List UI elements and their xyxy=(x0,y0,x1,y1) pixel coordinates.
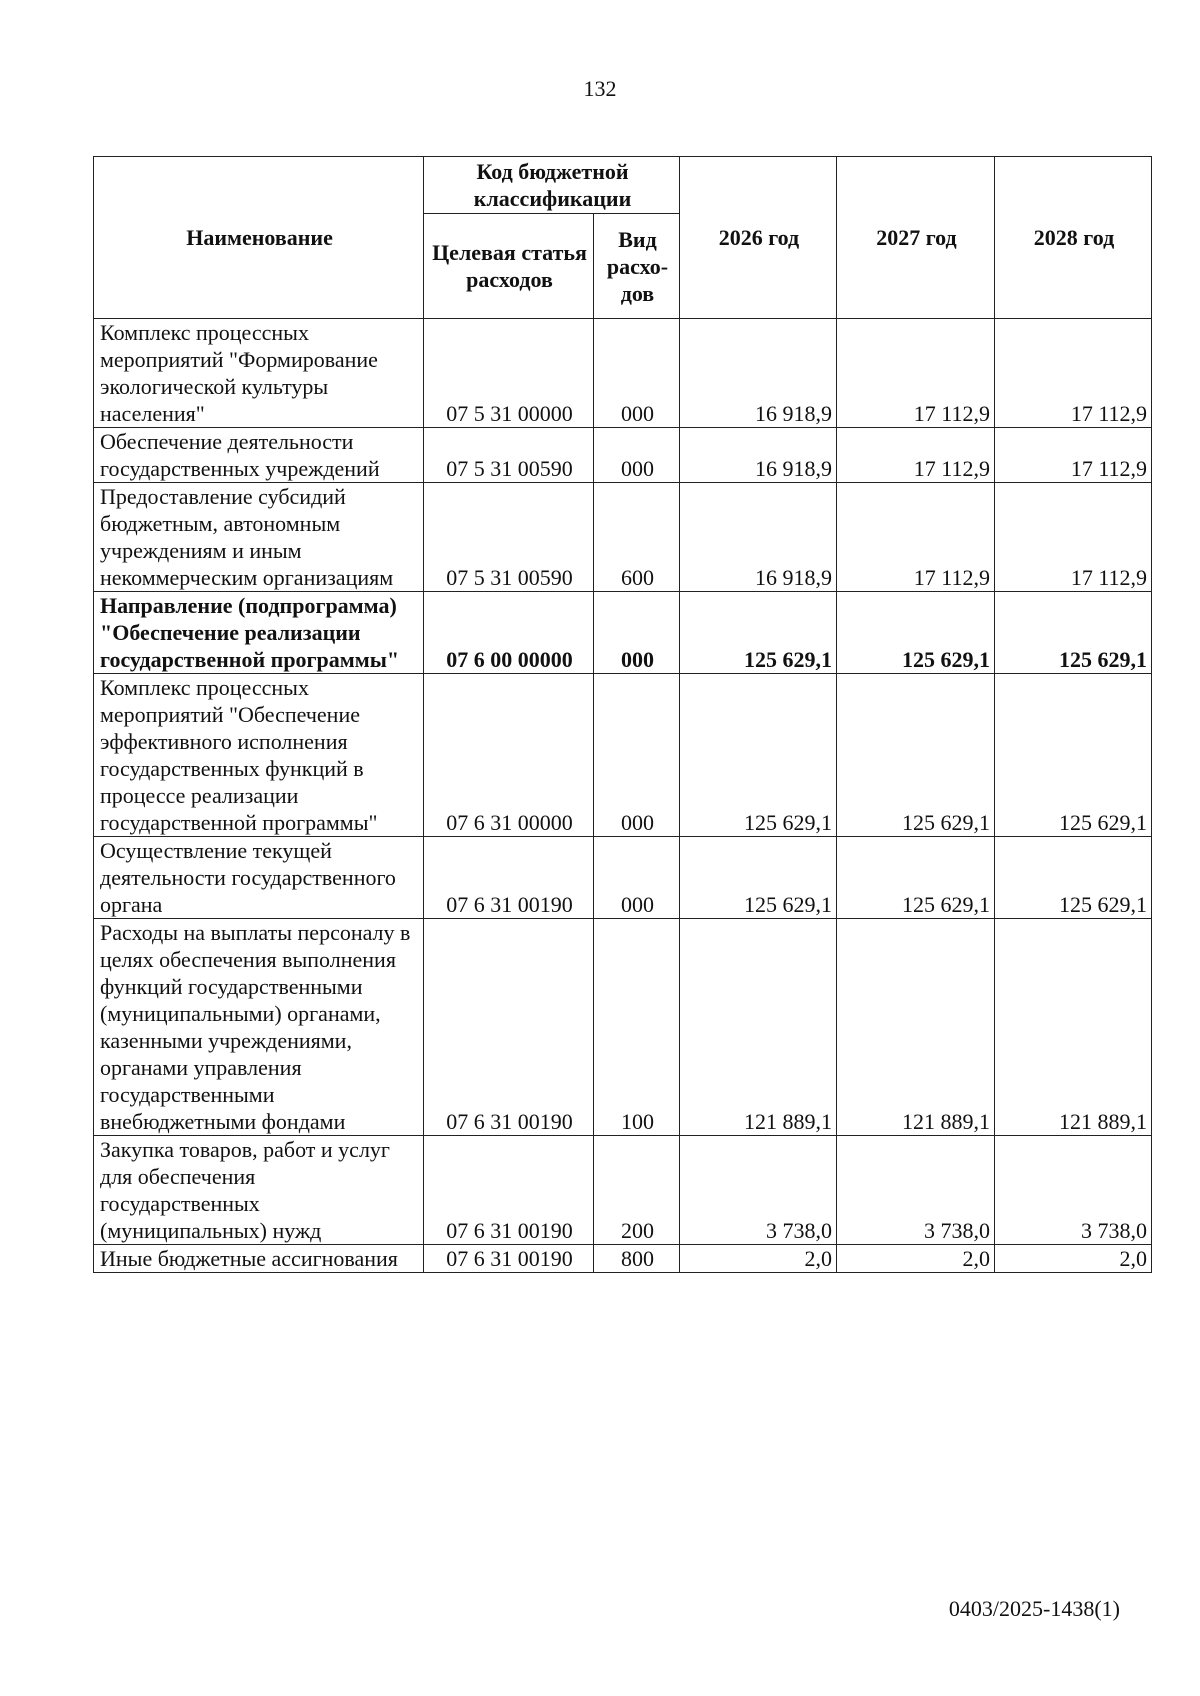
row-code: 07 5 31 00000 xyxy=(424,319,594,428)
row-code: 07 6 31 00190 xyxy=(424,919,594,1136)
row-2028: 121 889,1 xyxy=(994,919,1151,1136)
row-name: Иные бюджетные ассигнования xyxy=(94,1245,424,1273)
row-2026: 3 738,0 xyxy=(679,1136,836,1245)
table-row xyxy=(94,592,1152,674)
row-2026: 125 629,1 xyxy=(679,592,836,674)
row-2026: 121 889,1 xyxy=(679,919,836,1136)
table-row xyxy=(94,837,1152,919)
row-code: 07 6 31 00000 xyxy=(424,674,594,837)
row-2028: 17 112,9 xyxy=(994,483,1151,592)
row-name: Предоставление субсидий бюджетным, автономным учреждениям и иным некоммерческим организациям xyxy=(94,483,424,592)
table-row xyxy=(94,483,1152,592)
header-year-2026: 2026 год xyxy=(679,157,836,319)
row-2028: 17 112,9 xyxy=(994,428,1151,483)
row-kind: 600 xyxy=(593,483,679,592)
row-2026: 2,0 xyxy=(679,1245,836,1273)
table-row xyxy=(94,1136,1152,1245)
row-2027: 125 629,1 xyxy=(836,837,994,919)
row-2027: 121 889,1 xyxy=(836,919,994,1136)
row-2028: 2,0 xyxy=(994,1245,1151,1273)
row-2026: 125 629,1 xyxy=(679,674,836,837)
row-2028: 17 112,9 xyxy=(994,319,1151,428)
row-2028: 125 629,1 xyxy=(994,674,1151,837)
row-2027: 17 112,9 xyxy=(836,319,994,428)
row-kind: 000 xyxy=(593,837,679,919)
header-expense-kind: Вид расхо-дов xyxy=(593,214,679,319)
header-code-group: Код бюджетной классификации xyxy=(424,157,680,214)
row-2026: 16 918,9 xyxy=(679,319,836,428)
row-code: 07 6 31 00190 xyxy=(424,1136,594,1245)
table-row xyxy=(94,319,1152,428)
row-2026: 16 918,9 xyxy=(679,483,836,592)
row-kind: 000 xyxy=(593,319,679,428)
row-kind: 000 xyxy=(593,674,679,837)
header-target-article: Целевая статья расходов xyxy=(424,214,594,319)
row-name: Осуществление текущей деятельности государственного органа xyxy=(94,837,424,919)
row-2027: 3 738,0 xyxy=(836,1136,994,1245)
row-name: Обеспечение деятельности государственных учреждений xyxy=(94,428,424,483)
row-kind: 000 xyxy=(593,592,679,674)
row-2028: 125 629,1 xyxy=(994,837,1151,919)
row-kind: 200 xyxy=(593,1136,679,1245)
document-number: 0403/2025-1438(1) xyxy=(948,1596,1120,1621)
row-2027: 2,0 xyxy=(836,1245,994,1273)
header-year-2028: 2028 год xyxy=(994,157,1151,319)
table-row xyxy=(94,674,1152,837)
row-code: 07 5 31 00590 xyxy=(424,483,594,592)
header-name: Наименование xyxy=(94,157,424,319)
row-2028: 3 738,0 xyxy=(994,1136,1151,1245)
table-row xyxy=(94,1245,1152,1273)
row-2028: 125 629,1 xyxy=(994,592,1151,674)
row-name: Расходы на выплаты персоналу в целях обеспечения выполнения функций государственными (муниципальными) органами, казенными учреждениями, органами управления государственными внебюджетными фондами xyxy=(94,919,424,1136)
row-name: Комплекс процессных мероприятий "Формирование экологической культуры населения" xyxy=(94,319,424,428)
budget-table xyxy=(93,156,1152,1273)
row-kind: 000 xyxy=(593,428,679,483)
row-2027: 125 629,1 xyxy=(836,592,994,674)
row-name: Комплекс процессных мероприятий "Обеспечение эффективного исполнения государственных функций в процессе реализации государственной программы" xyxy=(94,674,424,837)
row-2026: 125 629,1 xyxy=(679,837,836,919)
row-code: 07 6 00 00000 xyxy=(424,592,594,674)
row-code: 07 6 31 00190 xyxy=(424,1245,594,1273)
row-2027: 17 112,9 xyxy=(836,483,994,592)
table-row xyxy=(94,428,1152,483)
row-2027: 17 112,9 xyxy=(836,428,994,483)
row-code: 07 6 31 00190 xyxy=(424,837,594,919)
page-number: 132 xyxy=(583,76,617,101)
table-row xyxy=(94,919,1152,1136)
row-name: Закупка товаров, работ и услуг для обеспечения государственных (муниципальных) нужд xyxy=(94,1136,424,1245)
header-year-2027: 2027 год xyxy=(836,157,994,319)
row-2026: 16 918,9 xyxy=(679,428,836,483)
row-kind: 800 xyxy=(593,1245,679,1273)
row-2027: 125 629,1 xyxy=(836,674,994,837)
row-name: Направление (подпрограмма) "Обеспечение реализации государственной программы" xyxy=(94,592,424,674)
row-kind: 100 xyxy=(593,919,679,1136)
row-code: 07 5 31 00590 xyxy=(424,428,594,483)
